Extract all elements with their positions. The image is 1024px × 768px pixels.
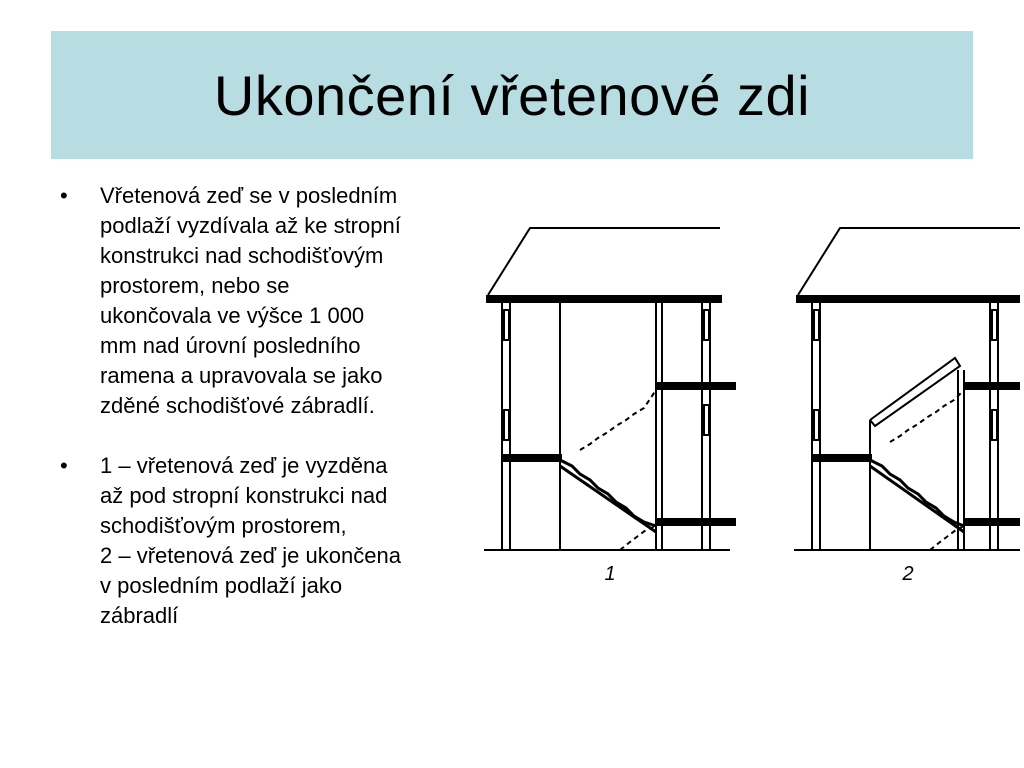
bullet-marker: •: [60, 183, 68, 208]
title-band: [51, 31, 973, 159]
bullet-marker: •: [60, 453, 68, 478]
bullet-text: 1 – vřetenová zeď je vyzděna až pod stropní konstrukci nad schodišťovým prostorem, 2 – vřetenová zeď je ukončena v posledním podlaží jako zábradlí: [100, 453, 401, 628]
bullet-item: [60, 181, 490, 421]
section-2: [794, 228, 1020, 550]
staircase-section-drawing: [480, 220, 1020, 600]
figure-label-1: 1: [604, 563, 616, 585]
bullet-text: Vřetenová zeď se v posledním podlaží vyzdívala až ke stropní konstrukci nad schodišťovým prostorem, nebo se ukončovala ve výšce 1 000 mm nad úrovní posledního ramena a upravovala se jako zděné schodišťové zábradlí.: [100, 183, 401, 418]
section-1: [484, 228, 736, 550]
figure-label-2: 2: [902, 563, 914, 585]
bullet-list: [60, 181, 490, 661]
slide-title: Ukončení vřetenové zdi: [213, 63, 811, 127]
bullet-item: [60, 451, 490, 631]
